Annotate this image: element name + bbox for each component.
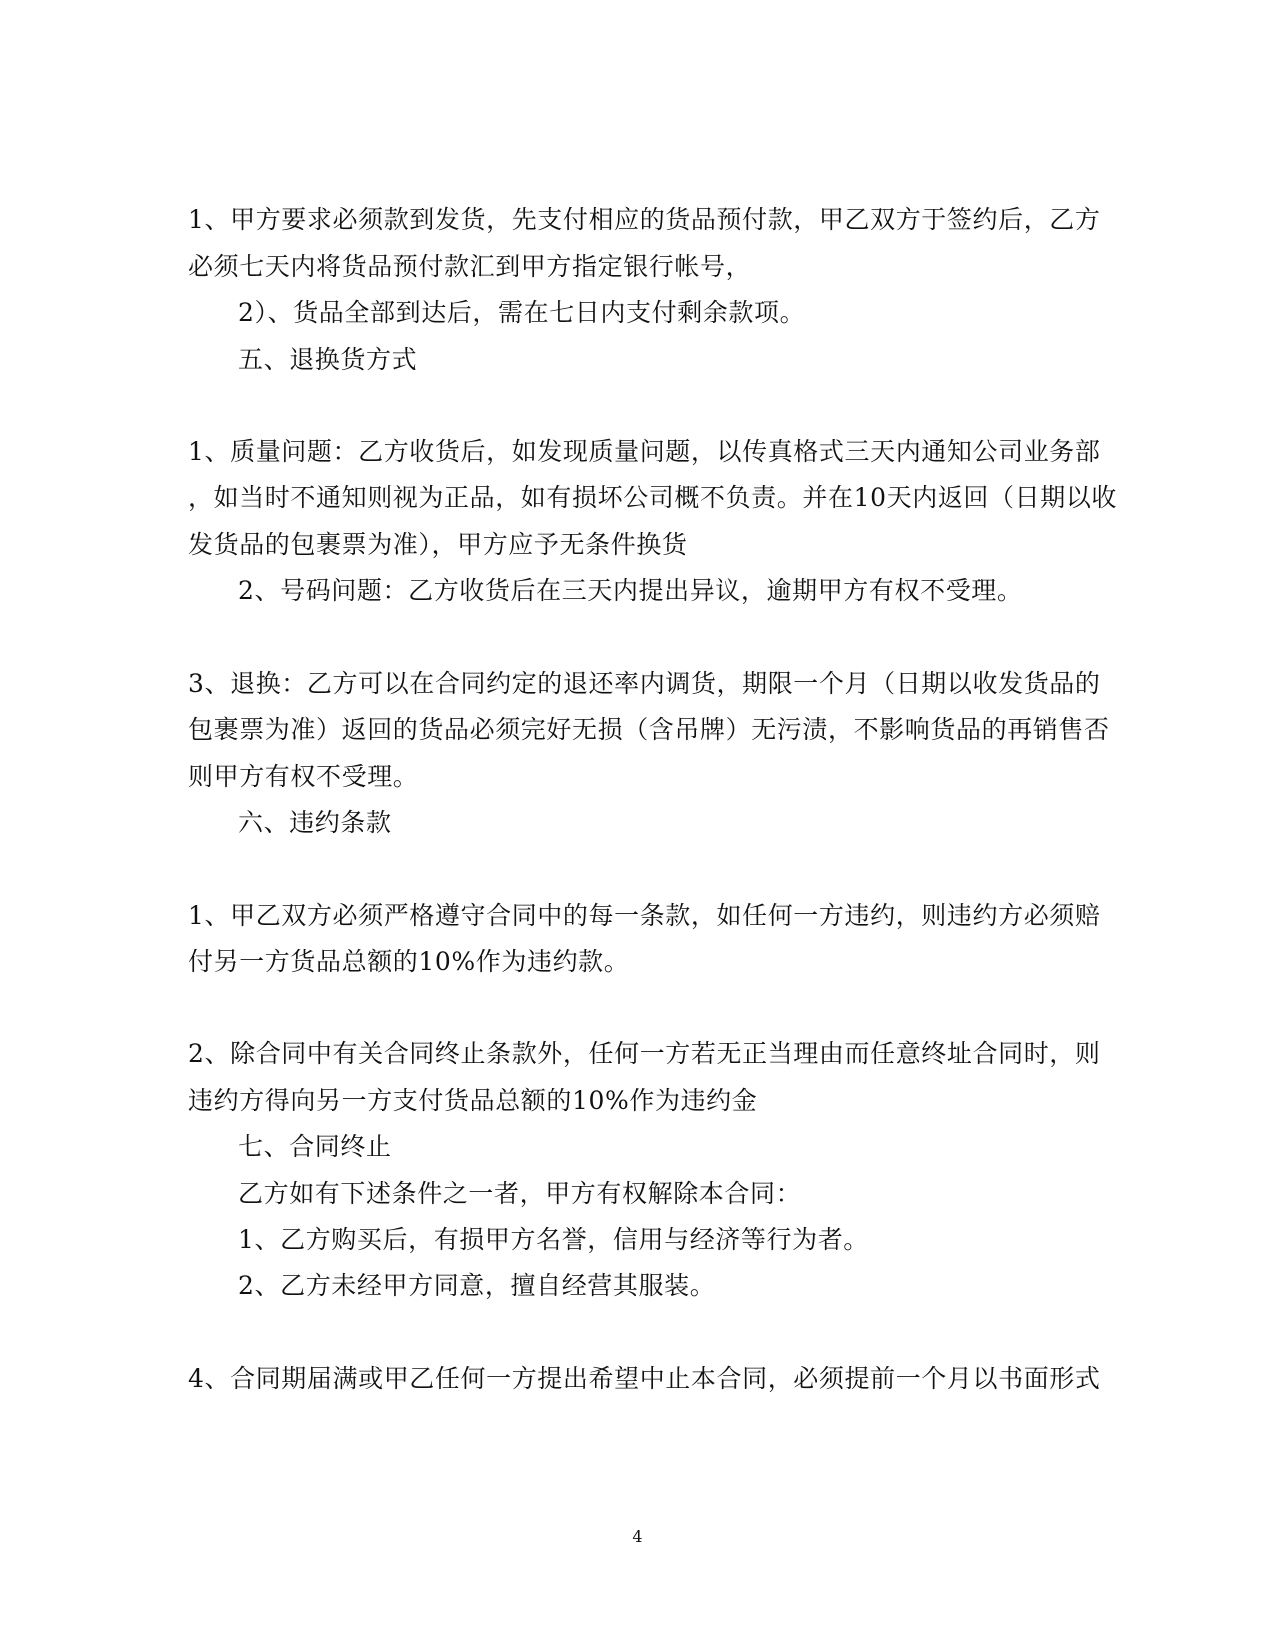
size-clause: 2、号码问题：乙方收货后在三天内提出异议，逾期甲方有权不受理。 [238, 576, 1023, 605]
termination-item-1: 1、乙方购买后，有损甲方名誉，信用与经济等行为者。 [238, 1225, 869, 1254]
termination-intro: 乙方如有下述条件之一者，甲方有权解除本合同： [238, 1179, 802, 1208]
quality-clause-line-2: ，如当时不通知则视为正品，如有损坏公司概不负责。并在10天内返回（日期以收 [188, 483, 1118, 512]
payment-clause-2: 2）、货品全部到达后，需在七日内支付剩余款项。 [238, 298, 806, 327]
breach-clause-1-line-1: 1、甲乙双方必须严格遵守合同中的每一条款，如任何一方违约，则违约方必须赔 [188, 901, 1101, 930]
breach-clause-1-line-2: 付另一方货品总额的10%作为违约款。 [188, 947, 630, 976]
breach-clause-2-line-1: 2、除合同中有关合同终止条款外，任何一方若无正当理由而任意终址合同时，则 [188, 1039, 1101, 1068]
quality-clause-line-1: 1、质量问题：乙方收货后，如发现质量问题，以传真格式三天内通知公司业务部 [188, 437, 1101, 466]
exchange-clause-line-2: 包裹票为准）返回的货品必须完好无损（含吊牌）无污渍，不影响货品的再销售否 [188, 715, 1110, 744]
exchange-clause-line-3: 则甲方有权不受理。 [188, 762, 419, 791]
section-heading-returns: 五、退换货方式 [238, 345, 418, 374]
payment-clause-1-line-1: 1、甲方要求必须款到发货，先支付相应的货品预付款，甲乙双方于签约后，乙方 [188, 205, 1101, 234]
page-number: 4 [632, 1527, 643, 1546]
quality-clause-line-3: 发货品的包裹票为准），甲方应予无条件换货 [188, 530, 688, 559]
section-heading-termination: 七、合同终止 [238, 1132, 392, 1161]
exchange-clause-line-1: 3、退换：乙方可以在合同约定的退还率内调货，期限一个月（日期以收发货品的 [188, 669, 1101, 698]
payment-clause-1-line-2: 必须七天内将货品预付款汇到甲方指定银行帐号， [188, 252, 752, 281]
termination-clause-4-line-1: 4、合同期届满或甲乙任何一方提出希望中止本合同，必须提前一个月以书面形式 [188, 1364, 1101, 1393]
breach-clause-2-line-2: 违约方得向另一方支付货品总额的10%作为违约金 [188, 1086, 758, 1115]
termination-item-2: 2、乙方未经甲方同意，擅自经营其服装。 [238, 1271, 716, 1300]
section-heading-breach: 六、违约条款 [238, 808, 392, 837]
